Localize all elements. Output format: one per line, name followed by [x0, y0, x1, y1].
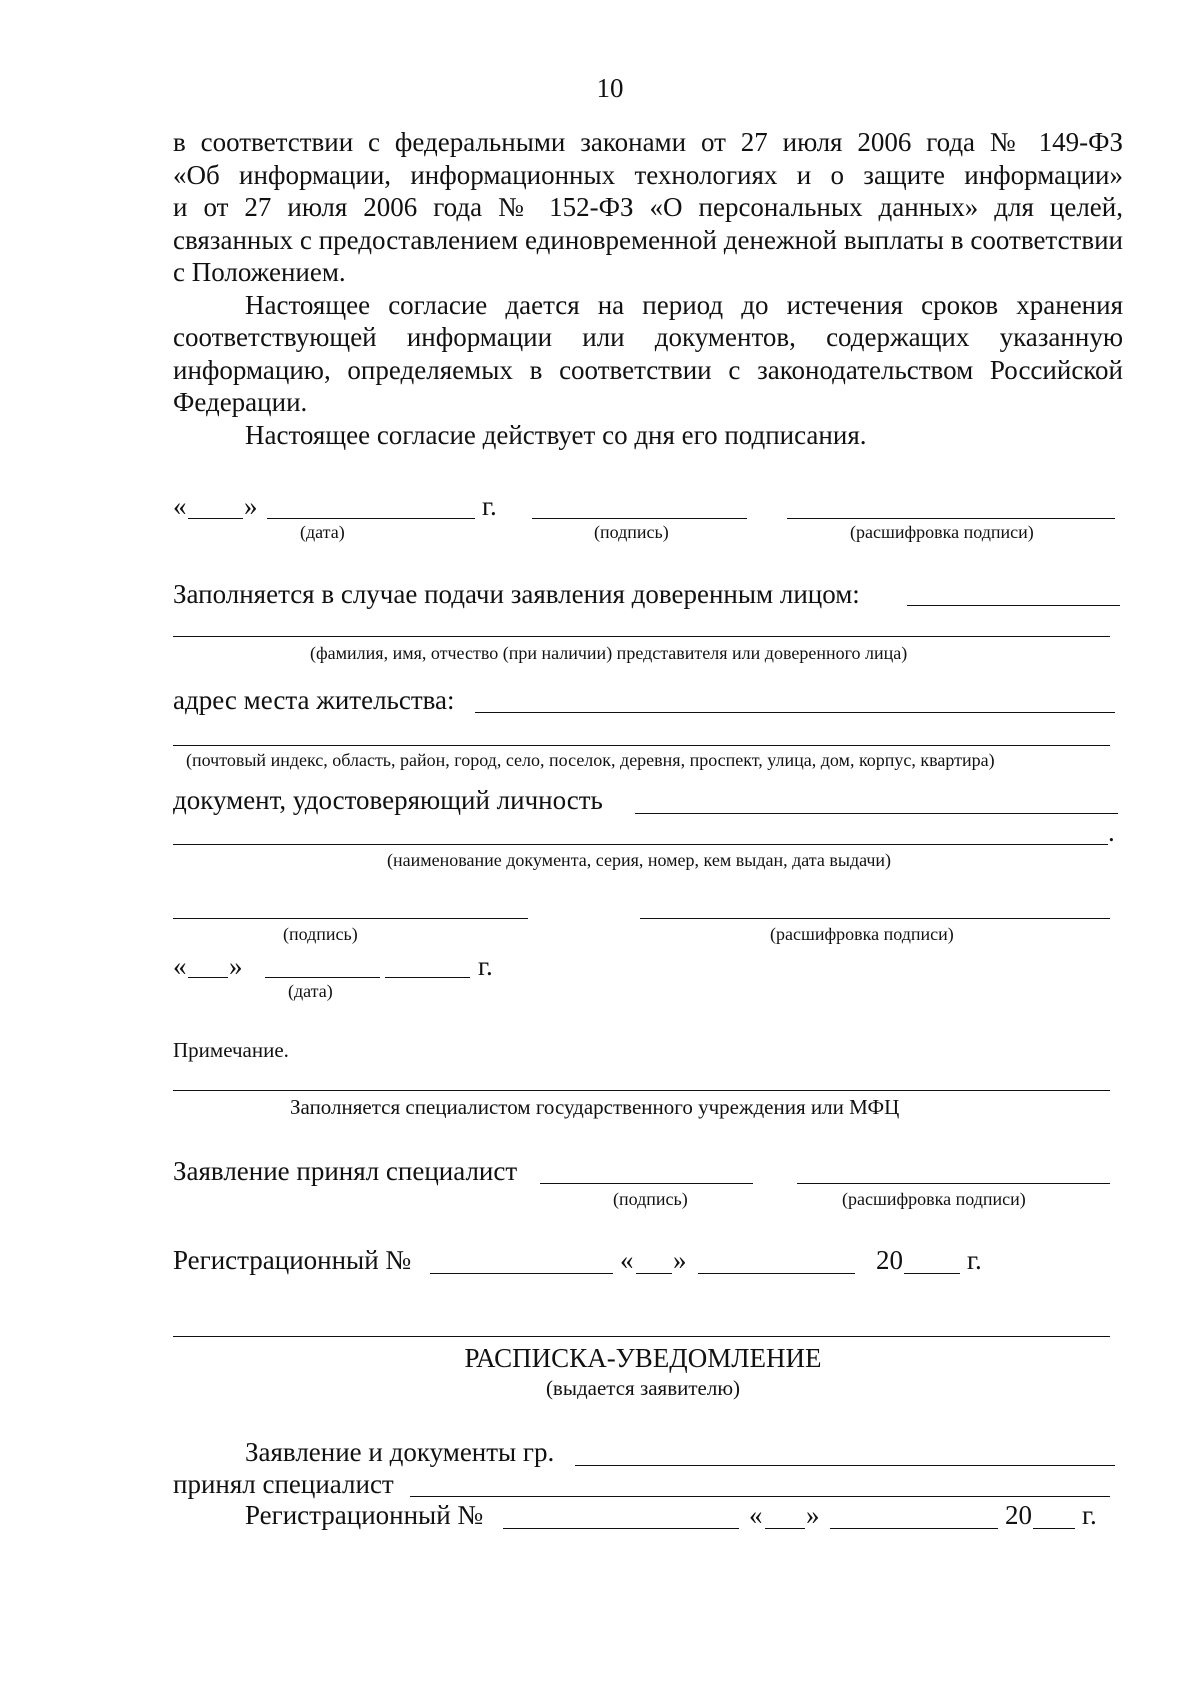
registration-month-field[interactable] — [698, 1273, 855, 1274]
receipt-month-field[interactable] — [830, 1528, 998, 1529]
sign1-date-caption: (дата) — [300, 522, 345, 542]
proxy-name-caption: (фамилия, имя, отчество (при наличии) представителя или доверенного лица) — [310, 643, 908, 663]
id-doc-field[interactable] — [173, 844, 1108, 845]
body-text — [173, 126, 1123, 451]
id-doc-caption: (наименование документа, серия, номер, кем выдан, дата выдачи) — [387, 850, 892, 870]
note-label: Примечание. — [173, 1038, 289, 1062]
sign2-year-field[interactable] — [385, 977, 470, 978]
sign1-signature-field[interactable] — [532, 518, 747, 519]
receipt-year-field[interactable] — [1033, 1528, 1075, 1529]
receipt-title: РАСПИСКА-УВЕДОМЛЕНИЕ — [464, 1343, 822, 1373]
receipt-year-prefix: 20 — [1005, 1500, 1032, 1530]
registration-label: Регистрационный № — [173, 1245, 412, 1275]
sign2-decode-field[interactable] — [640, 918, 1110, 919]
consent-period-line-2: соответствующей информации или документов, содержащих указанную — [173, 322, 1123, 352]
body-line-2: «Об информации, информационных технологиях и о защите информации» — [173, 159, 1123, 190]
body-line-1: в соответствии с федеральными законами от 27 июля 2006 года № 149-ФЗ — [173, 127, 1123, 157]
address-caption: (почтовый индекс, область, район, город, село, поселок, деревня, проспект, улица, дом, корпус, квартира) — [186, 750, 995, 770]
proxy-name-field[interactable] — [173, 636, 1110, 637]
sign2-decode-caption: (расшифровка подписи) — [770, 924, 954, 944]
accepted-sign-caption: (подпись) — [613, 1189, 688, 1209]
receipt-reg-label: Регистрационный № — [245, 1500, 484, 1530]
receipt-day-field[interactable] — [765, 1528, 805, 1529]
registration-day-field[interactable] — [636, 1273, 672, 1274]
registration-open-quote: « — [620, 1245, 634, 1275]
sign2-month-field[interactable] — [265, 977, 380, 978]
consent-period-line-3: информацию, определяемых в соответствии с законодательством Российской — [173, 354, 1123, 385]
proxy-name-field-start[interactable] — [907, 605, 1120, 606]
address-field-start[interactable] — [475, 712, 1115, 713]
receipt-reg-number-field[interactable] — [503, 1528, 739, 1529]
cut-line — [173, 1336, 1110, 1337]
receipt-docs-label: Заявление и документы гр. — [245, 1437, 555, 1467]
consent-period-line-4: Федерации. — [173, 387, 308, 417]
registration-number-field[interactable] — [430, 1273, 613, 1274]
page-number: 10 — [596, 73, 624, 103]
receipt-accepted-field[interactable] — [410, 1496, 1110, 1497]
sign1-open-quote: « — [173, 491, 187, 521]
accepted-decode-caption: (расшифровка подписи) — [842, 1189, 1026, 1209]
accepted-signature-field[interactable] — [540, 1183, 753, 1184]
id-doc-field-start[interactable] — [635, 813, 1118, 814]
sign1-sign-caption: (подпись) — [594, 522, 669, 542]
body-line-4: связанных с предоставлением единовременной денежной выплаты в соответствии — [173, 224, 1123, 255]
id-doc-label: документ, удостоверяющий личность — [173, 785, 603, 815]
consent-effective: Настоящее согласие действует со дня его подписания. — [245, 419, 867, 450]
receipt-open-quote: « — [749, 1500, 763, 1530]
sign2-sign-caption: (подпись) — [283, 924, 358, 944]
receipt-year-suffix: г. — [1082, 1500, 1097, 1530]
accepted-label: Заявление принял специалист — [173, 1156, 518, 1186]
registration-year-prefix: 20 — [876, 1245, 903, 1275]
sign2-day-field[interactable] — [188, 977, 228, 978]
sign2-date-caption: (дата) — [288, 981, 333, 1001]
address-field[interactable] — [173, 745, 1110, 746]
sign1-decode-field[interactable] — [787, 518, 1115, 519]
body-line-5: с Положением. — [173, 257, 346, 287]
registration-close-quote: » — [673, 1245, 687, 1275]
sign1-month-field[interactable] — [267, 518, 475, 519]
receipt-close-quote: » — [806, 1500, 820, 1530]
registration-year-field[interactable] — [904, 1273, 960, 1274]
consent-period-line-1: Настоящее согласие дается на период до истечения сроков хранения — [245, 289, 1123, 320]
sign1-close-quote: » — [244, 491, 258, 521]
body-line-3: и от 27 июля 2006 года № 152-ФЗ «О персональных данных» для целей, — [173, 192, 1123, 222]
receipt-subtitle: (выдается заявителю) — [545, 1376, 741, 1400]
sign1-year-suffix: г. — [482, 491, 497, 521]
registration-year-suffix: г. — [967, 1245, 982, 1275]
accepted-decode-field[interactable] — [797, 1183, 1110, 1184]
specialist-caption: Заполняется специалистом государственного учреждения или МФЦ — [290, 1095, 900, 1119]
sign2-year-suffix: г. — [478, 951, 493, 981]
sign1-day-field[interactable] — [188, 518, 243, 519]
receipt-accepted-label: принял специалист — [173, 1469, 394, 1499]
sign2-close-quote: » — [229, 951, 243, 981]
address-label: адрес места жительства: — [173, 685, 455, 715]
sign2-open-quote: « — [173, 951, 187, 981]
note-field[interactable] — [173, 1090, 1110, 1091]
sign1-decode-caption: (расшифровка подписи) — [850, 522, 1034, 542]
sign2-signature-field[interactable] — [173, 918, 528, 919]
proxy-label: Заполняется в случае подачи заявления доверенным лицом: — [173, 579, 860, 609]
id-doc-end: . — [1108, 817, 1115, 847]
receipt-docs-field[interactable] — [575, 1465, 1115, 1466]
